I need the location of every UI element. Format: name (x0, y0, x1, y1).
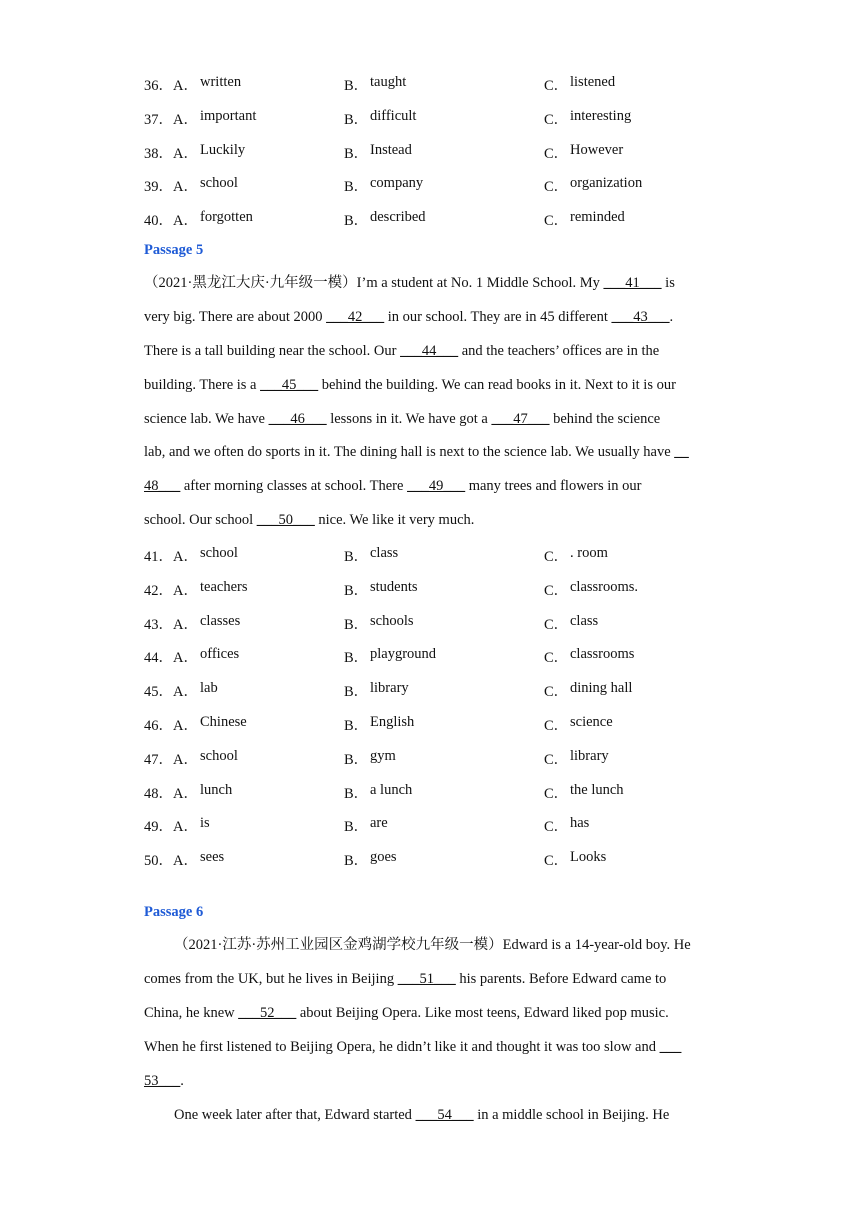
passage-text: When he first listened to Beijing Opera, he didn’t like it and thought it was too slow and (144, 1039, 660, 1055)
option-b: class (370, 545, 399, 561)
answer-blank: ___47___ (491, 411, 550, 427)
option-c: Looks (570, 849, 607, 866)
option-b: library (370, 680, 409, 697)
option-b-letter: B． (344, 718, 369, 734)
passage-text: in a middle school in Beijing. He (473, 1107, 670, 1123)
option-b-letter: B． (344, 650, 369, 667)
option-b: Instead (370, 141, 412, 158)
option-a: offices (200, 646, 240, 663)
option-row (144, 680, 744, 701)
question-number: 41．A． (144, 549, 198, 565)
option-c: organization (570, 175, 643, 192)
option-c-letter: C． (544, 751, 569, 768)
option-a: Chinese (200, 714, 247, 730)
passage-text: One week later after that, Edward started (174, 1107, 416, 1123)
option-b-letter: B． (344, 684, 369, 701)
passage-text: about Beijing Opera. Like most teens, Edward liked pop music. (296, 1005, 669, 1021)
option-c: library (570, 747, 609, 764)
option-c-letter: C． (544, 785, 569, 802)
question-number: 50．A． (144, 853, 198, 870)
passage-line (144, 342, 659, 360)
passage-line (144, 511, 474, 529)
answer-blank: ___ (659, 1039, 682, 1055)
answer-blank: ___44___ (400, 343, 459, 359)
option-b: playground (370, 646, 437, 663)
option-b: gym (370, 747, 396, 764)
option-c-letter: C． (544, 179, 569, 196)
question-number: 38．A． (144, 145, 198, 162)
option-a: is (200, 815, 210, 832)
option-c-letter: C． (544, 582, 569, 599)
question-number: 44．A． (144, 650, 198, 667)
passage-line (144, 410, 660, 428)
passage-text: . (180, 1073, 184, 1089)
question-number: 42．A． (144, 582, 198, 599)
option-b: company (370, 175, 424, 192)
passage-text: . (669, 309, 674, 325)
passage-text: very big. There are about 2000 (144, 309, 327, 325)
option-b-letter: B． (344, 785, 369, 802)
question-number: 36．A． (144, 78, 198, 94)
passage-text: his parents. Before Edward came to (455, 971, 667, 987)
option-b: taught (370, 74, 407, 90)
option-c-letter: C． (544, 616, 569, 633)
option-b-letter: B． (344, 616, 369, 633)
question-number: 39．A． (144, 179, 198, 196)
option-a: important (200, 107, 257, 124)
answer-blank: ___43___ (611, 309, 670, 325)
option-b: are (370, 815, 388, 832)
option-a: school (200, 545, 238, 561)
passage-text: behind the building. We can read books in it. Next to it is our (318, 377, 676, 393)
passage-text: （2021·黑龙江大庆·九年级一模）I’m a student at No. 1 Middle School. My (144, 275, 604, 291)
passage-line (144, 443, 689, 461)
passage-text: lab, and we often do sports in it. The dining hall is next to the science lab. We usually have (144, 444, 675, 460)
option-a: classes (200, 612, 241, 629)
option-c: classrooms (570, 646, 635, 663)
option-a: Luckily (200, 141, 246, 158)
answer-blank: ___42___ (326, 309, 385, 325)
option-b: students (370, 578, 418, 595)
option-c-letter: C． (544, 549, 569, 565)
question-number: 47．A． (144, 751, 198, 768)
option-a: school (200, 175, 238, 192)
answer-blank: ___50___ (256, 512, 315, 528)
option-a: lunch (200, 781, 233, 798)
option-row (144, 108, 744, 126)
option-b: difficult (370, 107, 417, 124)
option-c: class (570, 612, 599, 629)
option-row (144, 815, 744, 836)
option-c: classrooms. (570, 578, 639, 595)
option-row (144, 209, 744, 230)
passage-5-heading: Passage 5 (144, 242, 204, 258)
question-number: 37．A． (144, 111, 198, 128)
option-c: listened (570, 74, 616, 90)
option-b-letter: B． (344, 582, 369, 599)
option-row (144, 545, 744, 563)
option-b-letter: B． (344, 179, 369, 196)
passage-line (174, 1106, 669, 1124)
passage-text: lessons in it. We have got a (326, 411, 492, 427)
passage-line (144, 1038, 681, 1056)
passage-text: comes from the UK, but he lives in Beijing (144, 971, 398, 987)
passage-text: There is a tall building near the school. Our (144, 343, 401, 359)
option-b: English (370, 714, 415, 730)
passage-line (144, 308, 673, 326)
passage-line (144, 477, 641, 495)
passage-text: science lab. We have (144, 411, 269, 427)
option-row (144, 646, 744, 667)
passage-text: （2021·江苏·苏州工业园区金鸡湖学校九年级一模）Edward is a 14-year-old boy. He (174, 937, 691, 953)
question-number: 48．A． (144, 785, 198, 802)
option-c-letter: C． (544, 853, 569, 870)
option-b-letter: B． (344, 111, 369, 128)
passage-6-heading: Passage 6 (144, 904, 204, 920)
passage-text: behind the science (549, 411, 661, 427)
option-row (144, 74, 744, 92)
option-c-letter: C． (544, 78, 569, 94)
option-row (144, 849, 744, 870)
option-c: However (570, 141, 624, 158)
passage-line (174, 936, 691, 954)
option-c: the lunch (570, 781, 624, 798)
answer-blank: ___45___ (260, 377, 319, 393)
option-c: dining hall (570, 680, 633, 697)
option-c: science (570, 714, 613, 730)
passage-text: after morning classes at school. There (180, 478, 408, 494)
answer-blank: ___52___ (238, 1005, 297, 1021)
option-c-letter: C． (544, 650, 569, 667)
option-b: schools (370, 612, 414, 629)
option-row (144, 714, 744, 732)
option-a: written (200, 74, 242, 90)
passage-text: in our school. They are in 45 different (384, 309, 612, 325)
passage-line (144, 274, 675, 292)
option-row (144, 175, 744, 196)
passage-text: school. Our school (144, 512, 257, 528)
option-b: described (370, 209, 426, 226)
question-number: 40．A． (144, 213, 198, 230)
passage-text: is (661, 275, 675, 291)
answer-blank: __ (674, 444, 689, 460)
option-c-letter: C． (544, 684, 569, 701)
passage-text: China, he knew (144, 1005, 239, 1021)
answer-blank: 48___ (144, 478, 181, 494)
option-a: teachers (200, 578, 248, 595)
option-c-letter: C． (544, 718, 569, 734)
option-b-letter: B． (344, 78, 369, 94)
question-number: 45．A． (144, 684, 198, 701)
option-b: goes (370, 849, 397, 866)
passage-text: nice. We like it very much. (314, 512, 475, 528)
option-c: has (570, 815, 590, 832)
passage-text: many trees and flowers in our (465, 478, 642, 494)
option-a: forgotten (200, 209, 253, 226)
option-c: . room (570, 545, 608, 561)
option-b-letter: B． (344, 751, 369, 768)
option-a: lab (200, 680, 218, 697)
option-c: reminded (570, 209, 625, 226)
answer-blank: ___49___ (407, 478, 466, 494)
option-row (144, 748, 744, 766)
passage-text: building. There is a (144, 377, 261, 393)
option-b: a lunch (370, 781, 413, 798)
option-c-letter: C． (544, 111, 569, 128)
option-c-letter: C． (544, 819, 569, 836)
passage-line (144, 970, 666, 988)
option-row (144, 782, 744, 800)
option-c-letter: C． (544, 145, 569, 162)
option-row (144, 579, 744, 597)
option-a: school (200, 747, 238, 764)
option-row (144, 142, 744, 160)
option-c-letter: C． (544, 213, 569, 230)
answer-blank: ___51___ (397, 971, 456, 987)
option-row (144, 613, 744, 631)
passage-line (144, 1004, 669, 1022)
option-b-letter: B． (344, 549, 369, 565)
passage-line (144, 1072, 184, 1090)
answer-blank: ___41___ (603, 275, 662, 291)
answer-blank: ___54___ (415, 1107, 474, 1123)
option-b-letter: B． (344, 213, 369, 230)
option-a: sees (200, 849, 225, 866)
option-c: interesting (570, 107, 632, 124)
option-b-letter: B． (344, 145, 369, 162)
answer-blank: ___46___ (268, 411, 327, 427)
question-number: 49．A． (144, 819, 198, 836)
answer-blank: 53___ (144, 1073, 181, 1089)
question-number: 46．A． (144, 718, 198, 734)
option-b-letter: B． (344, 853, 369, 870)
option-b-letter: B． (344, 819, 369, 836)
passage-text: and the teachers’ offices are in the (458, 343, 660, 359)
passage-line (144, 376, 676, 394)
question-number: 43．A． (144, 616, 198, 633)
